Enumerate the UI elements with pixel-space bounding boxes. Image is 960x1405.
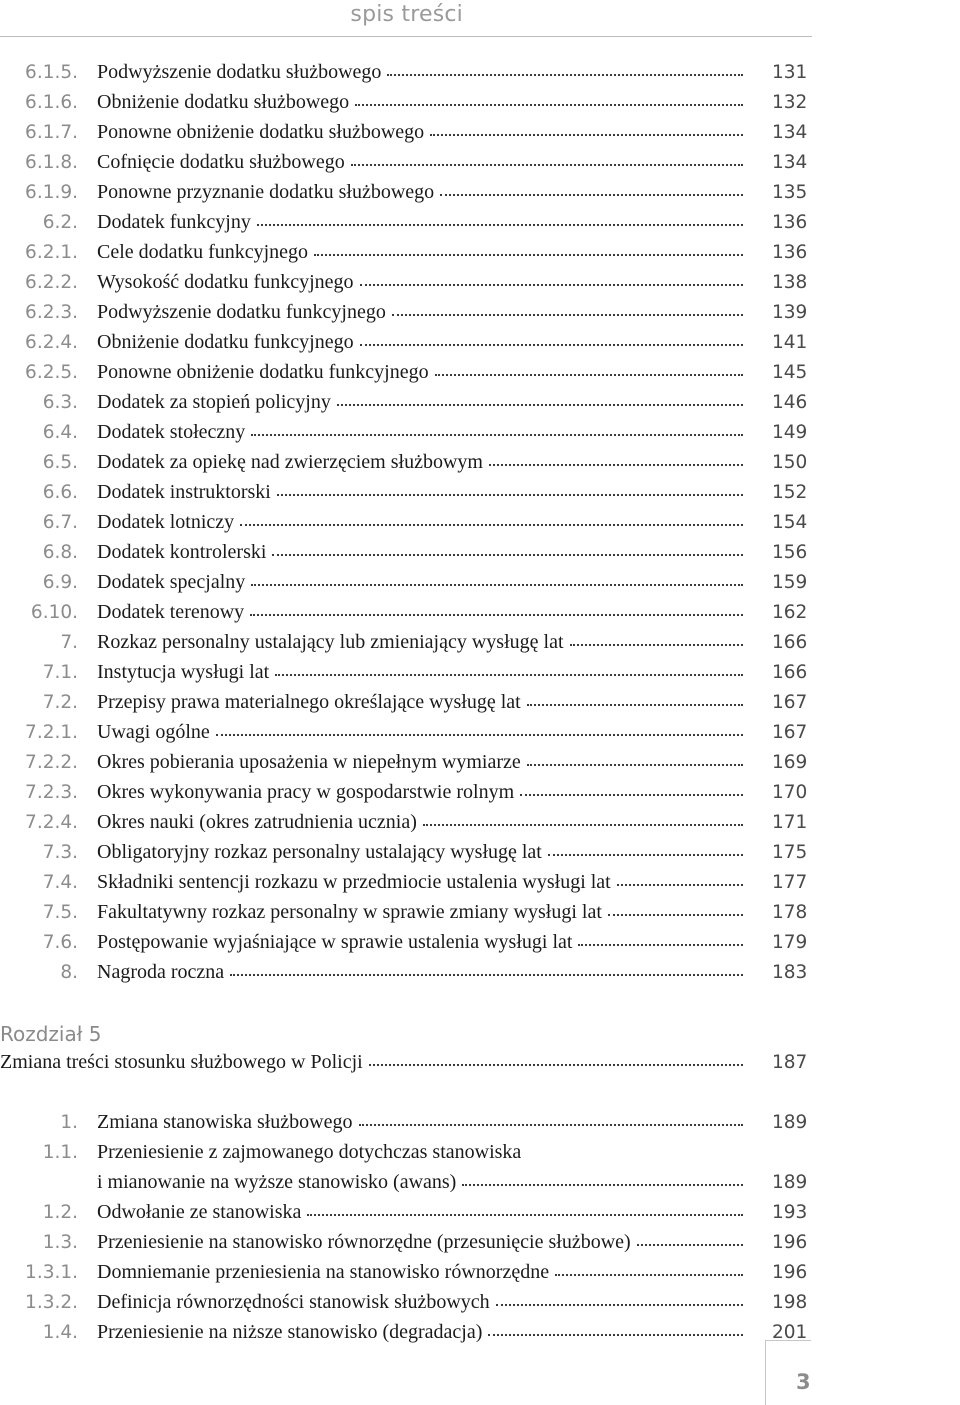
entry-page: 149 — [772, 422, 808, 443]
dot-leader — [496, 1304, 743, 1306]
entry-number: 6.1.7. — [25, 122, 78, 143]
entry-number: 6.2.1. — [25, 242, 78, 263]
toc-entry[interactable] — [0, 420, 960, 450]
entry-title: Domniemanie przeniesienia na stanowisko równorzędne — [97, 1261, 550, 1283]
entry-title: Dodatek kontrolerski — [97, 541, 267, 563]
entry-page: 196 — [772, 1262, 808, 1283]
toc-list — [0, 60, 960, 990]
entry-number: 7.6. — [42, 932, 78, 953]
entry-number: 6.5. — [42, 452, 78, 473]
dot-leader — [277, 494, 743, 496]
toc-entry[interactable] — [0, 180, 960, 210]
entry-title: Fakultatywny rozkaz personalny w sprawie zmiany wysługi lat — [97, 901, 602, 923]
entry-number: 1.2. — [42, 1202, 78, 1223]
entry-page: 167 — [772, 692, 808, 713]
dot-leader — [240, 524, 743, 526]
dot-leader — [351, 164, 743, 166]
entry-number: 7.1. — [42, 662, 78, 683]
entry-number: 6.2.3. — [25, 302, 78, 323]
entry-page: 178 — [772, 902, 808, 923]
entry-number: 6.2.4. — [25, 332, 78, 353]
entry-title: Uwagi ogólne — [97, 721, 210, 743]
entry-page: 193 — [772, 1202, 808, 1223]
entry-page: 134 — [772, 152, 808, 173]
dot-leader — [307, 1214, 743, 1216]
dot-leader — [520, 794, 743, 796]
chapter-page: 187 — [772, 1052, 808, 1073]
entry-number: 6.10. — [30, 602, 78, 623]
toc-entry[interactable] — [0, 570, 960, 600]
toc-entry[interactable] — [0, 120, 960, 150]
dot-leader — [360, 344, 743, 346]
toc-entry[interactable] — [0, 240, 960, 270]
dot-leader — [435, 374, 743, 376]
entry-title: Definicja równorzędności stanowisk służbowych — [97, 1291, 490, 1313]
entry-number: 7.2. — [42, 692, 78, 713]
entry-page: 145 — [772, 362, 808, 383]
entry-page: 162 — [772, 602, 808, 623]
dot-leader — [489, 464, 743, 466]
entry-page: 139 — [772, 302, 808, 323]
chapter-title: Zmiana treści stosunku służbowego w Policji — [0, 1051, 363, 1073]
entry-title: Rozkaz personalny ustalający lub zmieniający wysługę lat — [97, 631, 564, 653]
entry-title: Dodatek za stopień policyjny — [97, 391, 331, 413]
dot-leader — [387, 74, 743, 76]
entry-title: Ponowne obniżenie dodatku funkcyjnego — [97, 361, 429, 383]
entry-title: Obniżenie dodatku służbowego — [97, 91, 350, 113]
entry-title: Podwyższenie dodatku służbowego — [97, 61, 382, 83]
entry-page: 198 — [772, 1292, 808, 1313]
entry-number: 7.2.4. — [25, 812, 78, 833]
entry-title: Cele dodatku funkcyjnego — [97, 241, 309, 263]
entry-title: Okres nauki (okres zatrudnienia ucznia) — [97, 811, 417, 833]
entry-title: Podwyższenie dodatku funkcyjnego — [97, 301, 386, 323]
entry-number: 6.4. — [42, 422, 78, 443]
toc-entry[interactable] — [0, 480, 960, 510]
dot-leader — [337, 404, 743, 406]
entry-number: 7. — [60, 632, 78, 653]
toc-entry[interactable] — [0, 270, 960, 300]
entry-page: 136 — [772, 212, 808, 233]
dot-leader — [360, 284, 743, 286]
dot-leader — [216, 734, 743, 736]
entry-title: Przeniesienie na stanowisko równorzędne (przesunięcie służbowe) — [97, 1231, 631, 1253]
dot-leader — [527, 704, 743, 706]
entry-page: 138 — [772, 272, 808, 293]
dot-leader — [430, 134, 743, 136]
page-number: 3 — [796, 1370, 811, 1394]
entry-title: Przepisy prawa materialnego określające wysługę lat — [97, 691, 521, 713]
toc-entry[interactable] — [0, 750, 960, 780]
dot-leader — [608, 914, 743, 916]
dot-leader — [555, 1274, 743, 1276]
entry-number: 1. — [60, 1112, 78, 1133]
entry-page: 169 — [772, 752, 808, 773]
toc-entry[interactable] — [0, 960, 960, 990]
entry-page: 141 — [772, 332, 808, 353]
entry-page: 177 — [772, 872, 808, 893]
entry-number: 6.2. — [42, 212, 78, 233]
entry-number: 7.5. — [42, 902, 78, 923]
toc-entry[interactable] — [0, 840, 960, 870]
entry-number: 6.8. — [42, 542, 78, 563]
toc-entry[interactable] — [0, 150, 960, 180]
entry-page: 183 — [772, 962, 808, 983]
entry-page: 179 — [772, 932, 808, 953]
entry-title: Ponowne obniżenie dodatku służbowego — [97, 121, 425, 143]
toc-entry[interactable] — [0, 210, 960, 240]
toc-entry[interactable] — [0, 360, 960, 390]
entry-page: 136 — [772, 242, 808, 263]
entry-number: 6.2.2. — [25, 272, 78, 293]
toc-entry[interactable] — [0, 780, 960, 810]
toc-entry[interactable] — [0, 690, 960, 720]
entry-number: 6.6. — [42, 482, 78, 503]
entry-title: Instytucja wysługi lat — [97, 661, 270, 683]
entry-title: Wysokość dodatku funkcyjnego — [97, 271, 354, 293]
toc-entry[interactable] — [0, 1170, 960, 1200]
toc-entry[interactable] — [0, 810, 960, 840]
entry-title: Dodatek stołeczny — [97, 421, 246, 443]
entry-title: Nagroda roczna — [97, 961, 225, 983]
toc-entry[interactable] — [0, 1230, 960, 1260]
entry-page: 146 — [772, 392, 808, 413]
entry-title: Dodatek instruktorski — [97, 481, 271, 503]
dot-leader — [392, 314, 743, 316]
toc-entry[interactable] — [0, 1140, 960, 1170]
entry-page: 132 — [772, 92, 808, 113]
dot-leader — [462, 1184, 743, 1186]
entry-number: 1.3.1. — [25, 1262, 78, 1283]
entry-number: 1.1. — [42, 1142, 78, 1163]
dot-leader — [570, 644, 743, 646]
toc-entry[interactable] — [0, 300, 960, 330]
dot-leader — [548, 854, 743, 856]
entry-title: Dodatek specjalny — [97, 571, 246, 593]
toc-entry[interactable] — [0, 1290, 960, 1320]
entry-title: Składniki sentencji rozkazu w przedmiocie ustalenia wysługi lat — [97, 871, 611, 893]
entry-number: 6.2.5. — [25, 362, 78, 383]
entry-number: 1.3.2. — [25, 1292, 78, 1313]
entry-number: 1.4. — [42, 1322, 78, 1343]
dot-leader — [251, 434, 743, 436]
toc-entry[interactable] — [0, 1260, 960, 1290]
entry-number: 6.1.6. — [25, 92, 78, 113]
toc-entry[interactable] — [0, 330, 960, 360]
toc-entry[interactable] — [0, 1320, 960, 1350]
dot-leader — [423, 824, 743, 826]
entry-number: 6.9. — [42, 572, 78, 593]
entry-page: 159 — [772, 572, 808, 593]
entry-title: Postępowanie wyjaśniające w sprawie ustalenia wysługi lat — [97, 931, 573, 953]
entry-number: 6.3. — [42, 392, 78, 413]
entry-page: 135 — [772, 182, 808, 203]
entry-page: 152 — [772, 482, 808, 503]
toc-entry[interactable] — [0, 450, 960, 480]
entry-page: 154 — [772, 512, 808, 533]
entry-title: Zmiana stanowiska służbowego — [97, 1111, 353, 1133]
entry-number: 7.3. — [42, 842, 78, 863]
entry-title: Cofnięcie dodatku służbowego — [97, 151, 345, 173]
chapter-label: Rozdział 5 — [0, 1022, 102, 1046]
entry-page: 175 — [772, 842, 808, 863]
entry-number: 8. — [60, 962, 78, 983]
entry-title: Przeniesienie na niższe stanowisko (degradacja) — [97, 1321, 483, 1343]
entry-page: 134 — [772, 122, 808, 143]
toc-entry[interactable] — [0, 900, 960, 930]
entry-page: 166 — [772, 632, 808, 653]
chapter-toc-list — [0, 1110, 960, 1350]
entry-page: 189 — [772, 1112, 808, 1133]
entry-page: 156 — [772, 542, 808, 563]
toc-entry[interactable] — [0, 390, 960, 420]
entry-page: 171 — [772, 812, 808, 833]
toc-entry[interactable] — [0, 720, 960, 750]
header-title: spis treści — [350, 2, 463, 27]
dot-leader — [527, 764, 743, 766]
dot-leader — [637, 1244, 743, 1246]
dot-leader — [617, 884, 743, 886]
entry-number: 6.7. — [42, 512, 78, 533]
toc-entry[interactable] — [0, 930, 960, 960]
entry-title: Okres pobierania uposażenia w niepełnym wymiarze — [97, 751, 521, 773]
entry-number: 7.2.1. — [25, 722, 78, 743]
toc-entry[interactable] — [0, 660, 960, 690]
entry-number: 6.1.5. — [25, 62, 78, 83]
entry-title: Dodatek lotniczy — [97, 511, 235, 533]
dot-leader — [355, 104, 743, 106]
dot-leader — [359, 1124, 744, 1126]
entry-title: Dodatek terenowy — [97, 601, 245, 623]
toc-entry[interactable] — [0, 870, 960, 900]
entry-title: Dodatek za opiekę nad zwierzęciem służbowym — [97, 451, 483, 473]
entry-page: 196 — [772, 1232, 808, 1253]
toc-entry[interactable] — [0, 600, 960, 630]
toc-entry[interactable] — [0, 540, 960, 570]
dot-leader — [369, 1064, 743, 1066]
dot-leader — [257, 224, 743, 226]
dot-leader — [251, 584, 743, 586]
toc-entry[interactable] — [0, 1200, 960, 1230]
toc-entry[interactable] — [0, 60, 960, 90]
entry-number: 7.2.3. — [25, 782, 78, 803]
page-header — [0, 0, 812, 37]
entry-page: 150 — [772, 452, 808, 473]
entry-title: Obligatoryjny rozkaz personalny ustalający wysługę lat — [97, 841, 542, 863]
dot-leader — [314, 254, 743, 256]
entry-title: Okres wykonywania pracy w gospodarstwie rolnym — [97, 781, 515, 803]
toc-entry[interactable] — [0, 1110, 960, 1140]
entry-page: 131 — [772, 62, 808, 83]
entry-page: 166 — [772, 662, 808, 683]
dot-leader — [578, 944, 743, 946]
dot-leader — [230, 974, 743, 976]
entry-number: 1.3. — [42, 1232, 78, 1253]
chapter-title-row[interactable] — [0, 1050, 960, 1080]
entry-number: 6.1.9. — [25, 182, 78, 203]
toc-entry[interactable] — [0, 510, 960, 540]
entry-title: Odwołanie ze stanowiska — [97, 1201, 302, 1223]
dot-leader — [488, 1334, 743, 1336]
toc-entry[interactable] — [0, 90, 960, 120]
entry-page: 170 — [772, 782, 808, 803]
entry-title: Obniżenie dodatku funkcyjnego — [97, 331, 354, 353]
dot-leader — [272, 554, 743, 556]
toc-entry[interactable] — [0, 630, 960, 660]
entry-page: 201 — [772, 1322, 808, 1343]
entry-number: 7.4. — [42, 872, 78, 893]
entry-title: Ponowne przyznanie dodatku służbowego — [97, 181, 435, 203]
entry-number: 7.2.2. — [25, 752, 78, 773]
entry-title: Dodatek funkcyjny — [97, 211, 251, 233]
entry-page: 189 — [772, 1172, 808, 1193]
dot-leader — [440, 194, 743, 196]
dot-leader — [250, 614, 743, 616]
entry-title: i mianowanie na wyższe stanowisko (awans) — [97, 1171, 457, 1193]
entry-page: 167 — [772, 722, 808, 743]
dot-leader — [275, 674, 743, 676]
entry-number: 6.1.8. — [25, 152, 78, 173]
entry-title: Przeniesienie z zajmowanego dotychczas stanowiska — [97, 1141, 522, 1163]
